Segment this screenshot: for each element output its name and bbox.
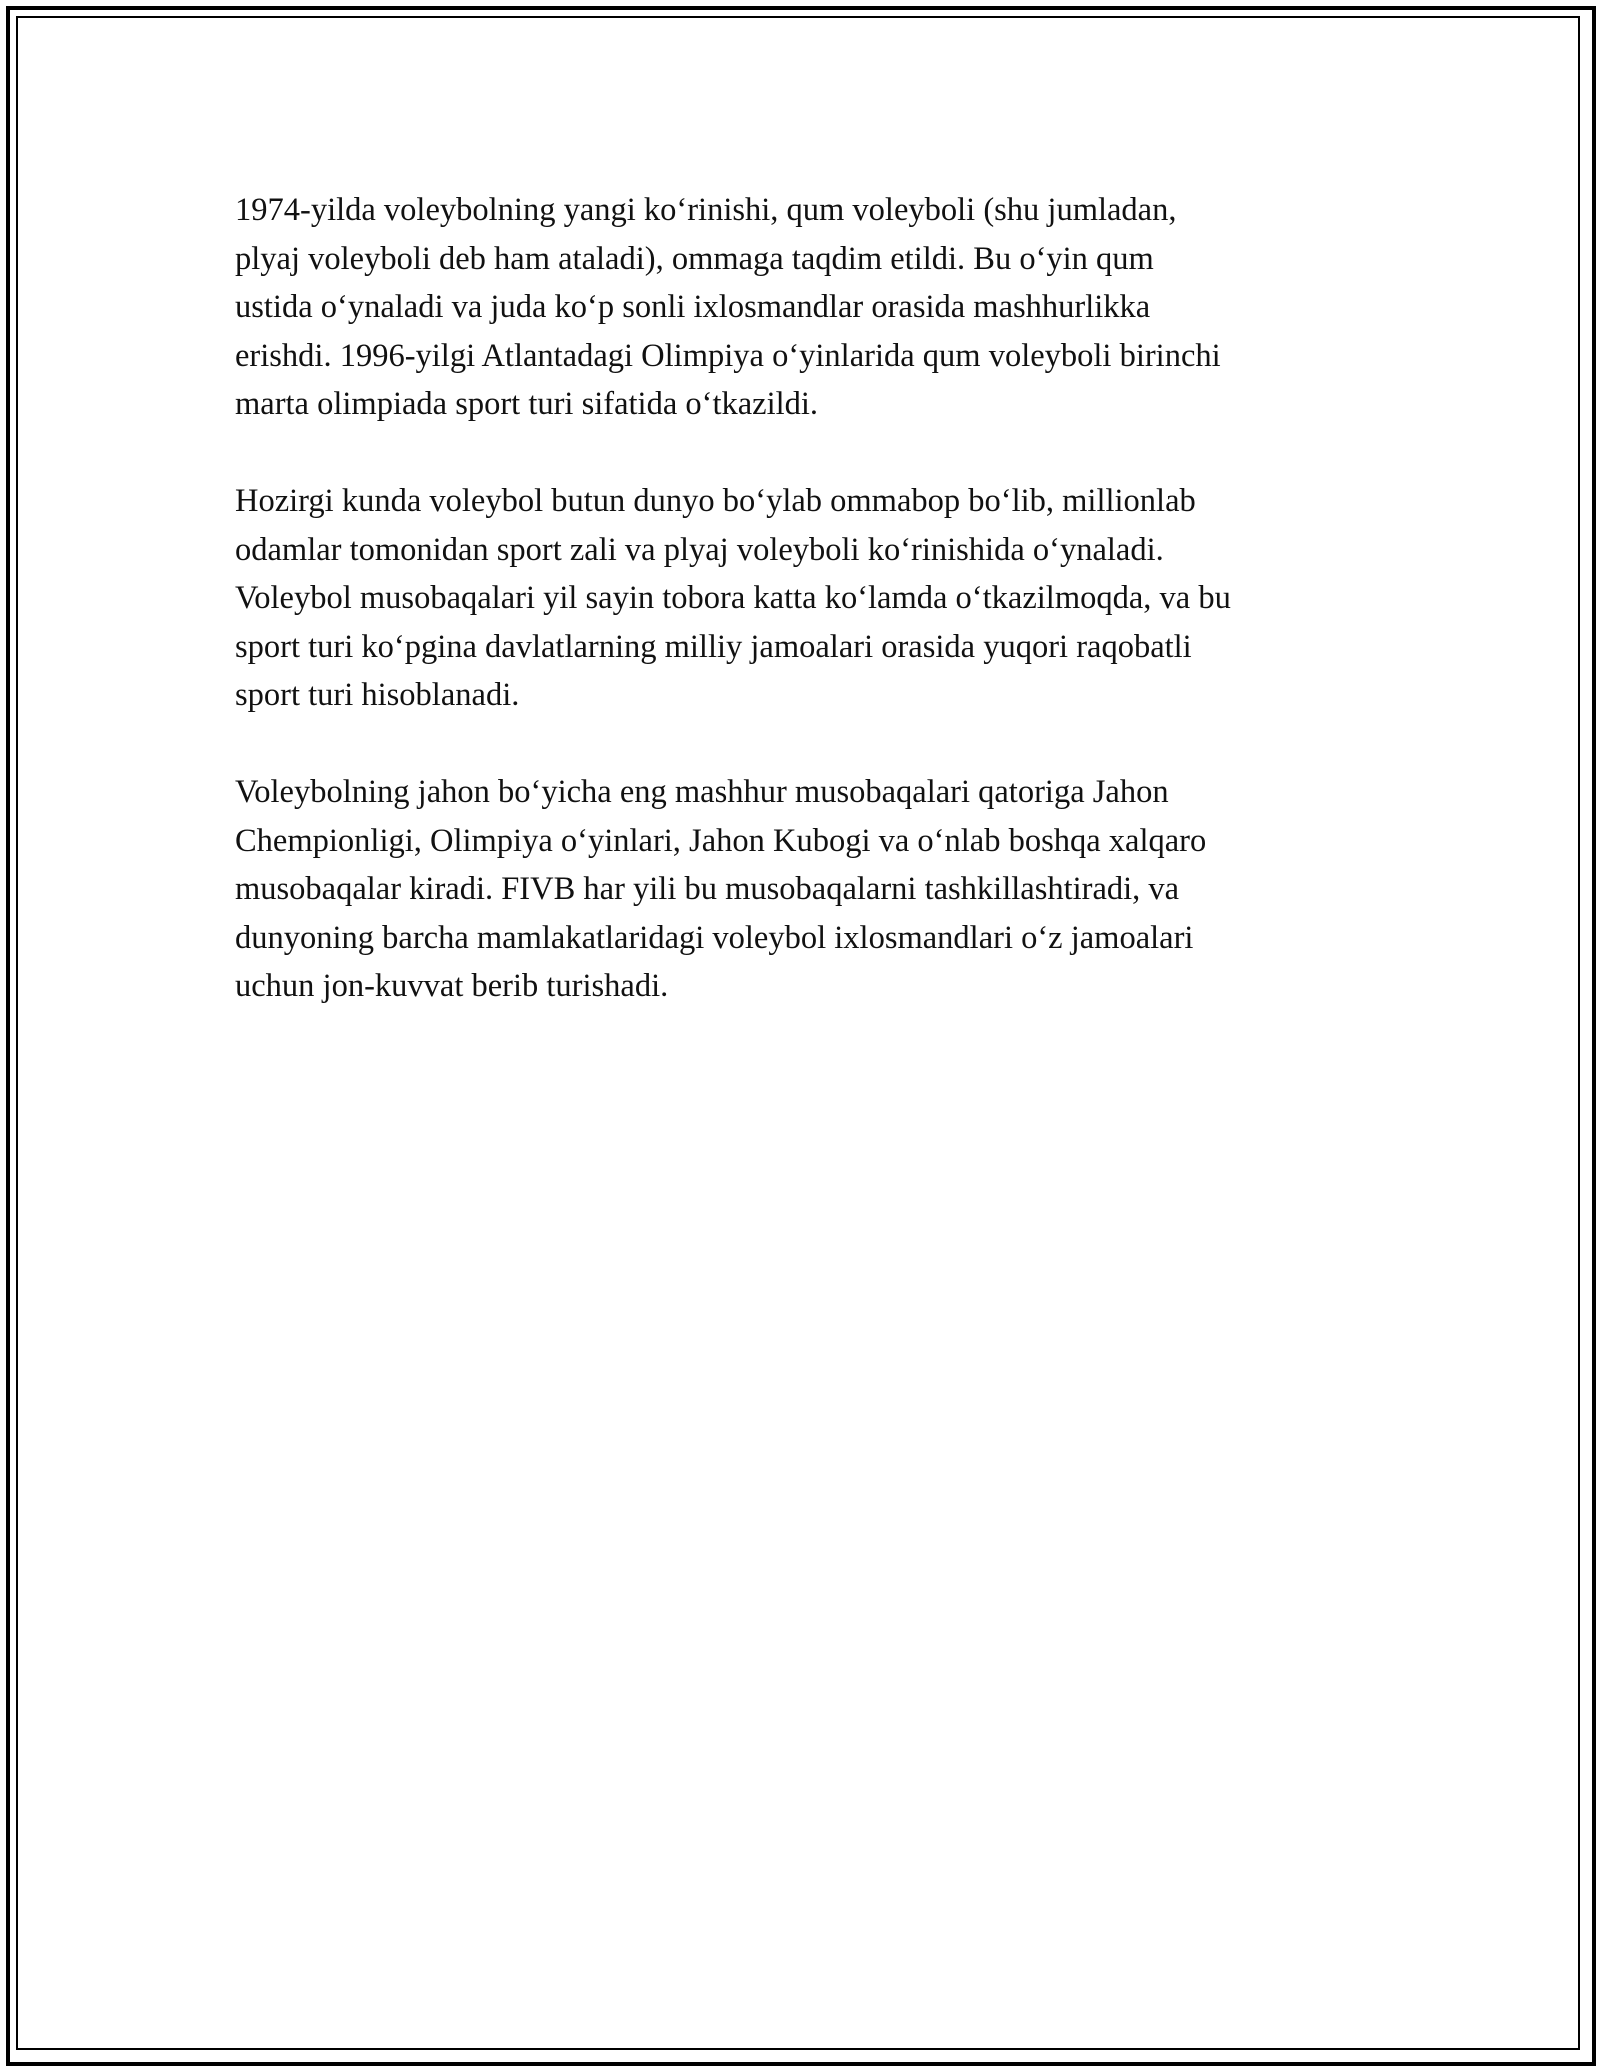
paragraph-competitions: Voleybolning jahon bo‘yicha eng mashhur musobaqalari qatoriga Jahon Chempionligi, Olimpiya o‘yinlari, Jahon Kubogi va o‘nlab boshqa xalqaro musobaqalar kiradi. FIVB har yili bu musobaqalarni tashkillashtiradi, va dunyoning barcha mamlakatlaridagi voleybol ixlosmandlari o‘z jamoalari uchun jon-kuvvat berib turishadi. (235, 774, 1207, 1004)
paragraph-beach-volleyball: 1974-yilda voleybolning yangi ko‘rinishi, qum voleyboli (shu jumladan, plyaj voleyboli deb ham ataladi), ommaga taqdim etildi. Bu o‘yin qum ustida o‘ynaladi va juda ko‘p sonli ixlosmandlar orasida mashhurlikka erishdi. 1996-yilgi Atlantadagi Olimpiya o‘yinlarida qum voleyboli birinchi marta olimpiada sport turi sifatida o‘tkazildi. (235, 192, 1221, 422)
paragraph-global-popularity: Hozirgi kunda voleybol butun dunyo bo‘ylab ommabop bo‘lib, millionlab odamlar tomonidan sport zali va plyaj voleyboli ko‘rinishida o‘ynaladi. Voleybol musobaqalari yil sayin tobora katta ko‘lamda o‘tkazilmoqda, va bu sport turi ko‘pgina davlatlarning milliy jamoalari orasida yuqori raqobatli sport turi hisoblanadi. (235, 483, 1231, 713)
document-body (235, 186, 1375, 1059)
